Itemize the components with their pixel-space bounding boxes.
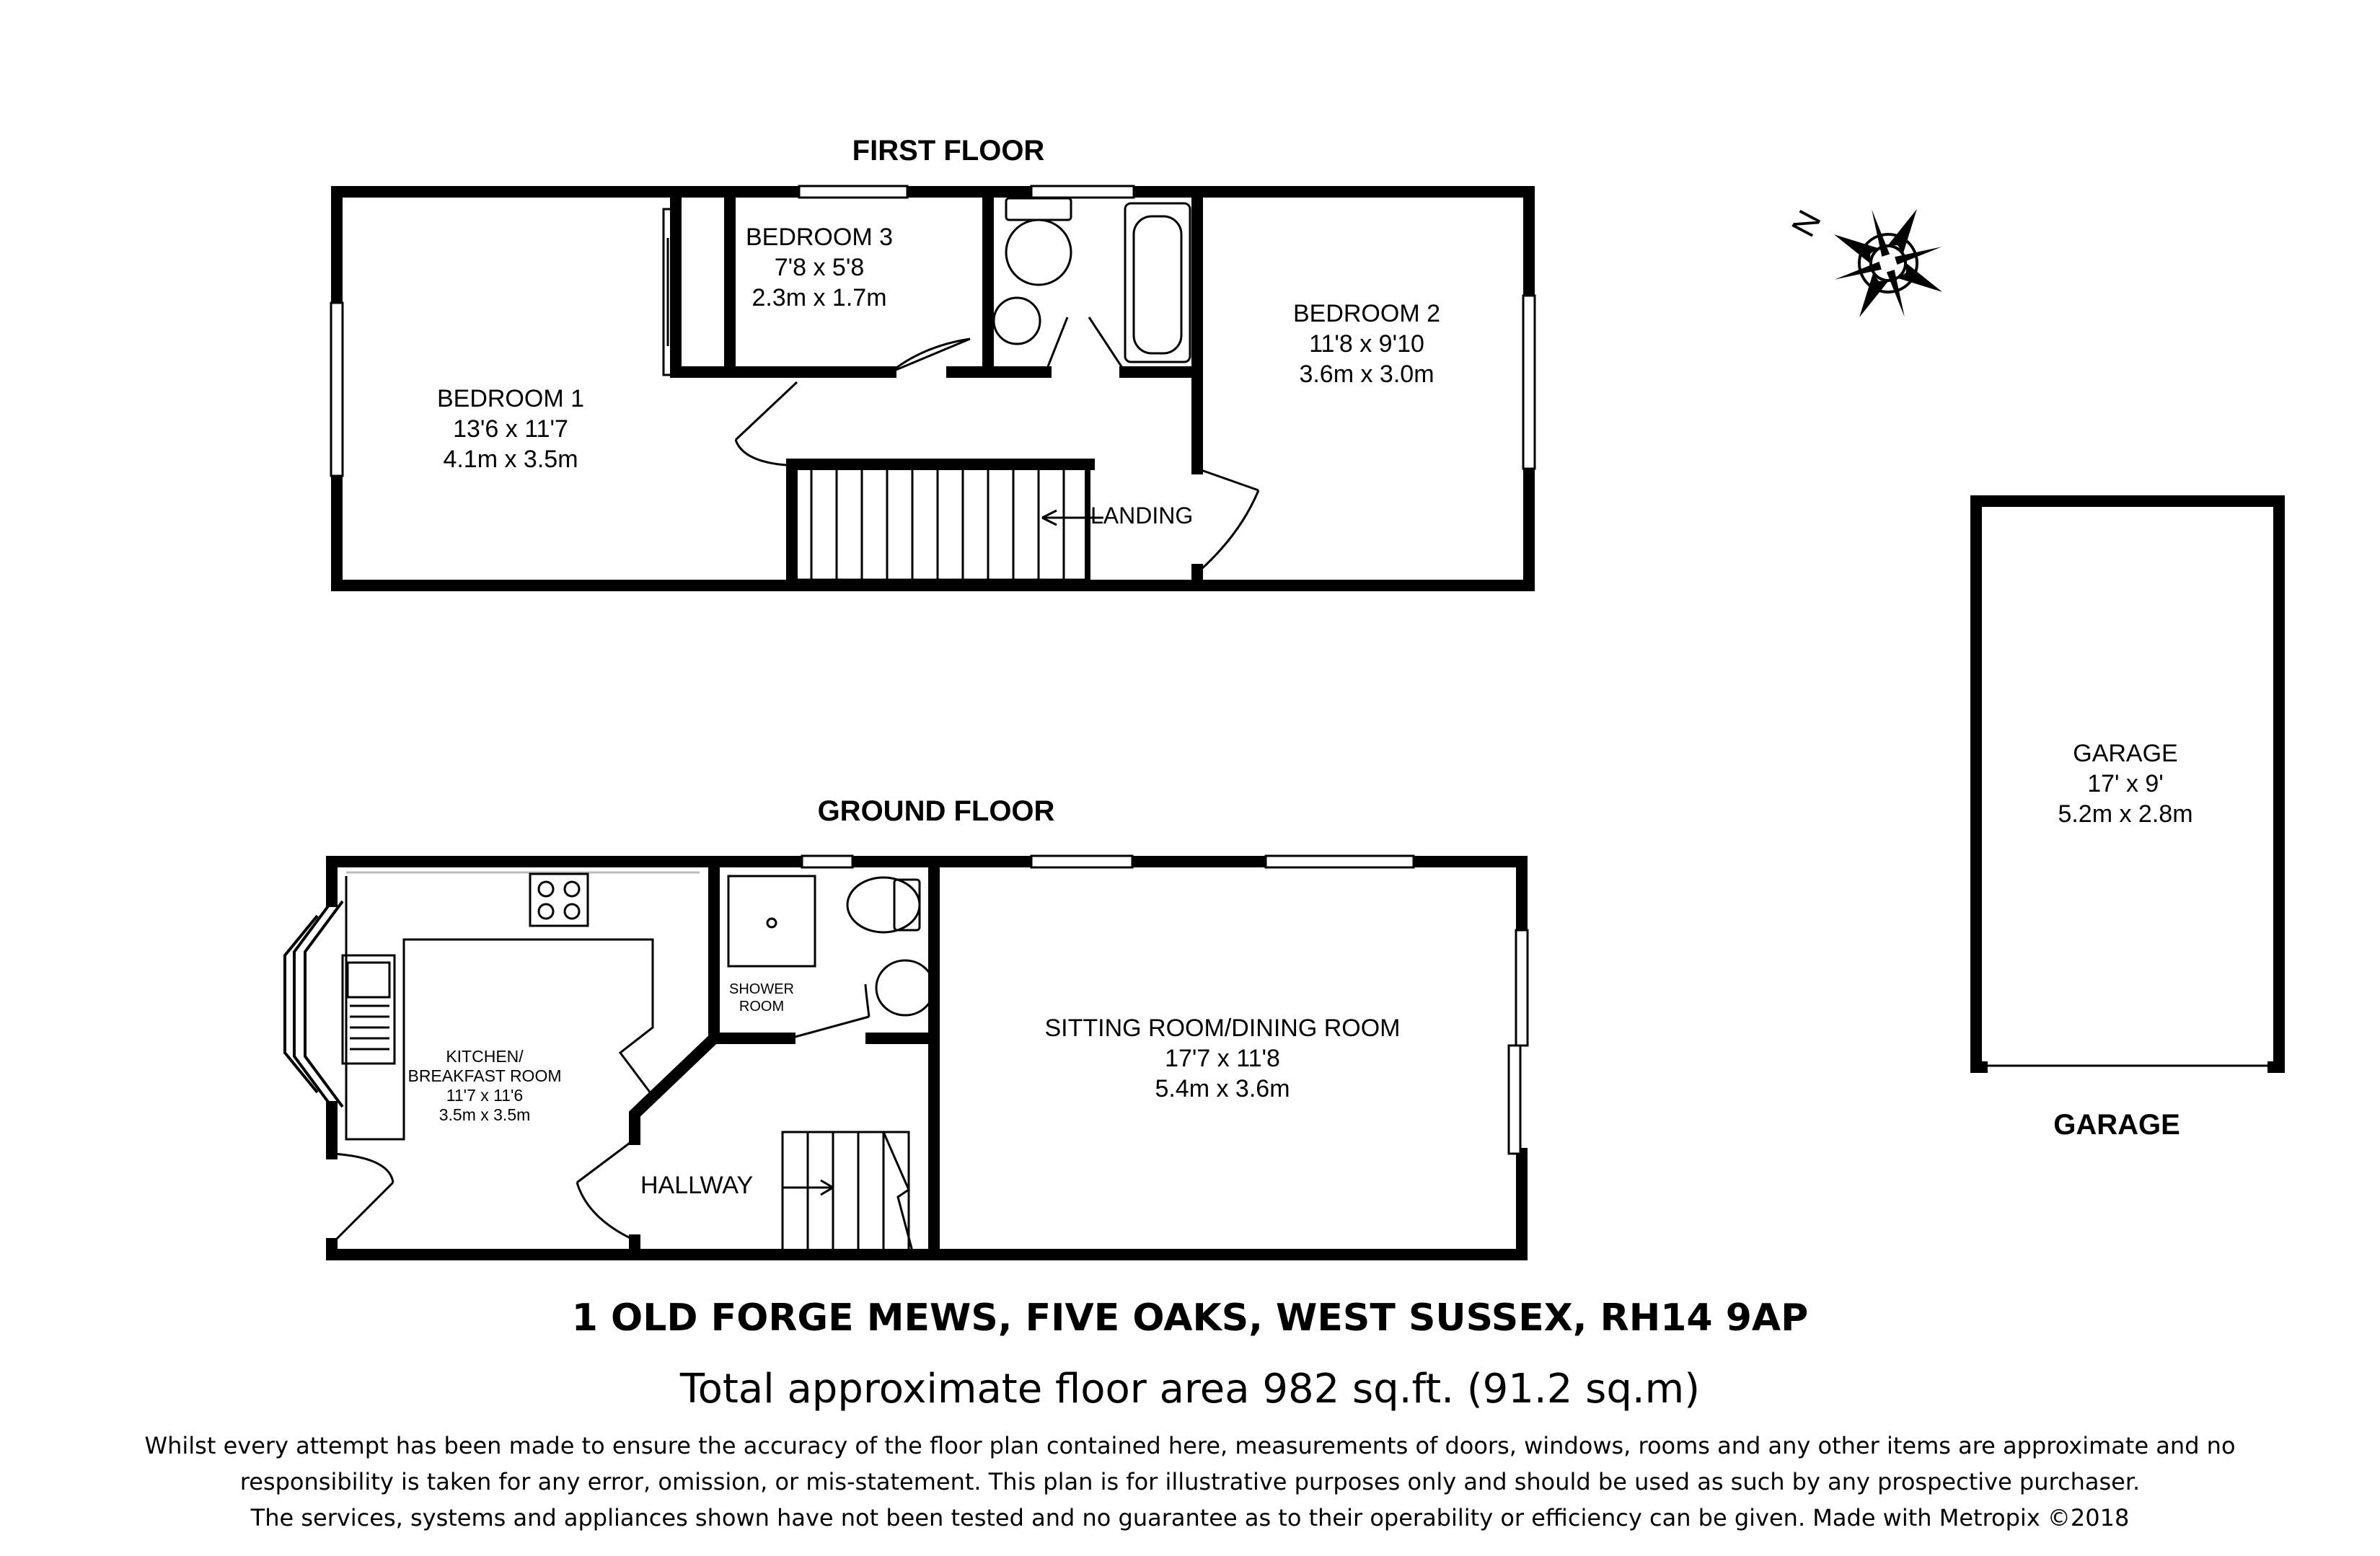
garage-name: GARAGE [2073,740,2178,767]
sitting-room-imperial: 17'7 x 11'8 [1165,1045,1280,1072]
bedroom-3-label [746,224,893,311]
basin-icon [876,960,934,1015]
bedroom-1-name: BEDROOM 1 [436,385,585,412]
property-address: 1 OLD FORGE MEWS, FIVE OAKS, WEST SUSSEX, RH14 9AP [571,1296,1809,1340]
sink-icon [343,955,395,1064]
kitchen-name-2: BREAKFAST ROOM [407,1066,562,1085]
bedroom-2-metric: 3.6m x 3.0m [1299,361,1434,388]
ground-floor [285,795,1528,1255]
sitting-room-name: SITTING ROOM/DINING ROOM [1044,1015,1401,1042]
hob-icon [530,874,588,926]
first-floor-stairs [792,464,1103,585]
shower-tray-icon [728,876,815,966]
ground-floor-doors [332,984,869,1244]
garage-metric: 5.2m x 2.8m [2058,800,2193,828]
landing-label: LANDING [1090,503,1194,529]
kitchen-name-1: KITCHEN/ [446,1047,524,1066]
kitchen-metric: 3.5m x 3.5m [438,1105,531,1124]
bedroom-2-label [1293,300,1440,388]
kitchen-bay-window [285,901,343,1107]
bedroom-1-imperial: 13'6 x 11'7 [453,415,568,443]
first-floor-doors [736,317,1259,570]
first-floor [331,135,1535,585]
compass-rose [1805,180,1971,346]
disclaimer-line-3: The services, systems and appliances shown have not been tested and no guarantee as to their operability or efficiency can be given. Made with Metropix ©2018 [250,1504,2130,1531]
ground-floor-title: GROUND FLOOR [817,795,1055,827]
bedroom-3-metric: 2.3m x 1.7m [752,284,887,311]
bathroom-fittings [994,198,1190,362]
ground-floor-windows [802,856,1528,1154]
disclaimer-line-2: responsibility is taken for any error, omission, or mis-statement. This plan is for illustrative purposes only and should be used as such by any prospective purchaser. [239,1468,2141,1495]
garage-imperial: 17' x 9' [2087,770,2164,797]
sitting-room-metric: 5.4m x 3.6m [1155,1075,1290,1102]
bedroom-2-name: BEDROOM 2 [1292,300,1441,327]
kitchen-label [407,1047,561,1124]
bedroom-3-imperial: 7'8 x 5'8 [774,254,865,281]
compass-north-label: N [1784,203,1828,243]
basin-icon [994,298,1040,344]
garage-title: GARAGE [2053,1109,2180,1141]
bedroom-3-name: BEDROOM 3 [745,224,894,251]
disclaimer-line-1: Whilst every attempt has been made to ensure the accuracy of the floor plan contained here, measurements of doors, windows, rooms and any other items are approximate and no [144,1432,2236,1459]
bedroom-1-label [437,385,584,473]
bedroom-2-imperial: 11'8 x 9'10 [1309,330,1424,358]
shower-room-line-2: ROOM [739,999,785,1015]
bedroom-1-metric: 4.1m x 3.5m [443,446,578,473]
shower-room-line-1: SHOWER [729,981,794,997]
garage-plan [1970,501,2285,1141]
stair-treads [811,467,1064,580]
toilet-cistern [1006,198,1071,220]
toilet-icon [1006,220,1071,285]
shower-room-label [729,981,794,1015]
toilet-icon [847,878,920,932]
hallway-label: HALLWAY [640,1172,754,1199]
sitting-room-label [1045,1015,1401,1102]
kitchen-imperial: 11'7 x 11'6 [446,1086,524,1105]
total-floor-area: Total approximate floor area 982 sq.ft. (91.2 sq.m) [679,1366,1701,1413]
ground-floor-stairs [783,1132,912,1251]
first-floor-title: FIRST FLOOR [852,135,1045,167]
